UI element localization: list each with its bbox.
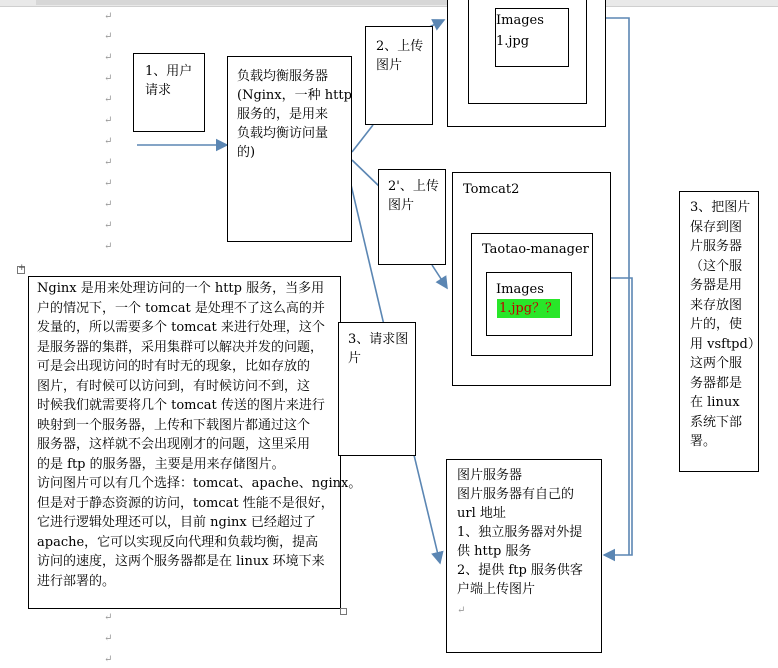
user-request-line-2: 请求 [145,83,172,98]
save-to-server-text [690,198,761,452]
table-move-handle[interactable] [17,266,25,274]
load-balancer-line-5: 的) [237,145,256,160]
explanation-line: 进行部署的。 [37,573,116,589]
explanation-line: 是服务器的集群，采用集群可以解决并发的问题， [37,339,324,355]
load-balancer-line-3: 服务的，是用来 [237,107,329,122]
tomcat1-project-box [468,0,587,104]
explanation-text-box [28,276,362,609]
tomcat1-file-label: 1.jpg [496,34,530,49]
upload-1-line-1: 2、上传 [376,39,424,54]
image-server-line-1: 图片服务器 [457,468,523,483]
request-image-box [338,322,416,456]
user-request-box [133,53,205,132]
save-line: 片服务器 [690,239,743,254]
tomcat2-images-label: Images [496,282,544,297]
tomcat2-title: Tomcat2 [463,182,520,197]
save-line: 系统下部 [690,414,743,430]
upload-2-line-2: 图片 [388,198,415,213]
explanation-line: 它进行逻辑处理还可以，目前 nginx 已经超过了 [37,515,316,530]
save-line: （这个服 [690,258,743,274]
explanation-line: 图片，有时候可以访问到，有时候访问不到，这 [37,378,311,394]
resize-handle[interactable] [340,608,347,615]
save-line: 来存放图 [690,297,743,313]
tomcat2-images-folder [486,272,572,336]
load-balancer-line-2: (Nginx，一种 http [237,88,352,103]
save-line: 保存到图 [690,219,743,235]
arrow-request-to-image-server [414,455,440,563]
save-line: 用 vsftpd） [690,336,761,352]
tomcat1-images-folder [495,8,569,67]
user-request-line-1: 1、用户 [145,64,193,79]
image-server-line-5: 供 http 服务 [457,544,532,559]
explanation-line: 访问图片可以有几个选择：tomcat、apache、nginx。 [37,476,362,491]
arrow-upload2-to-tomcat2 [432,265,447,288]
line-lb-to-upload1 [352,125,373,152]
explanation-line: 户的情况下，一个 tomcat 是处理不了这么高的并 [37,300,325,316]
upload-1-line-2: 图片 [376,58,403,73]
request-image-line-1: 3、请求图 [348,332,409,347]
save-line: 这两个服 [690,356,743,371]
explanation-line: 时候我们就需要将几个 tomcat 传送的图片来进行 [37,398,325,413]
tomcat1-images-label: Images [496,13,544,28]
explanation-line: 访问的速度，这两个服务器都是在 linux 环境下来 [37,554,325,569]
image-server-line-2: 图片服务器有自己的 [457,487,575,502]
explanation-line: apache，它可以实现反向代理和负载均衡，提高 [37,534,319,550]
save-line: 务器都是 [690,375,743,391]
save-line: 署。 [690,434,717,449]
image-server-line-4: 1、独立服务器对外提 [457,525,583,540]
image-server-line-3: url 地址 [457,506,506,521]
explanation-line: 但是对于静态资源的访问，tomcat 性能不是很好， [37,495,334,511]
tomcat2-file-highlight: 1.jpg？？ [499,301,559,316]
explanation-line: Nginx 是用来处理访问的一个 http 服务，当多用 [37,281,325,296]
save-line: 在 linux [690,395,740,410]
tomcat1-box [447,0,606,127]
load-balancer-line-1: 负载均衡服务器 [237,69,329,84]
save-line: 片的，使 [690,317,743,332]
image-server-box: 图片服务器 图片服务器有自己的 url 地址 1、独立服务器对外提 供 http 服务 2、提供 ftp 服务供客 户端上传图片 ↵ [446,459,602,653]
explanation-line: 服务器，这样就不会出现刚才的问题，这里采用 [37,437,311,452]
tomcat2-box [452,172,611,386]
explanation-line: 映射到一个服务器，上传和下载图片都通过这个 [37,417,311,433]
load-balancer-line-4: 负载均衡访问量 [237,126,329,141]
upload-2-line-1: 2'、上传 [388,179,439,194]
tomcat2-project-label: Taotao-manager [482,242,589,257]
explanation-line: 可是会出现访问的时有时无的现象，比如存放的 [37,359,311,374]
upload-step-2-box [378,169,446,265]
load-balancer-box [227,56,352,242]
upload-step-1-box [365,26,433,125]
save-line: 务器是用 [690,278,743,293]
line-lb-to-upload2 [352,160,381,188]
request-image-line-2: 片 [348,351,362,366]
explanation-line: 的是 ftp 的服务器，主要是用来存储图片。 [37,456,285,472]
tomcat2-project-box [471,233,593,356]
explanation-line: 发量的，所以需要多个 tomcat 来进行处理，这个 [37,320,325,335]
image-server-line-6: 2、提供 ftp 服务供客 [457,563,583,578]
save-line: 3、把图片 [690,200,751,215]
explanation-paragraph [37,279,361,591]
image-server-line-7: 户端上传图片 [457,582,536,597]
save-to-server-box [679,191,759,472]
